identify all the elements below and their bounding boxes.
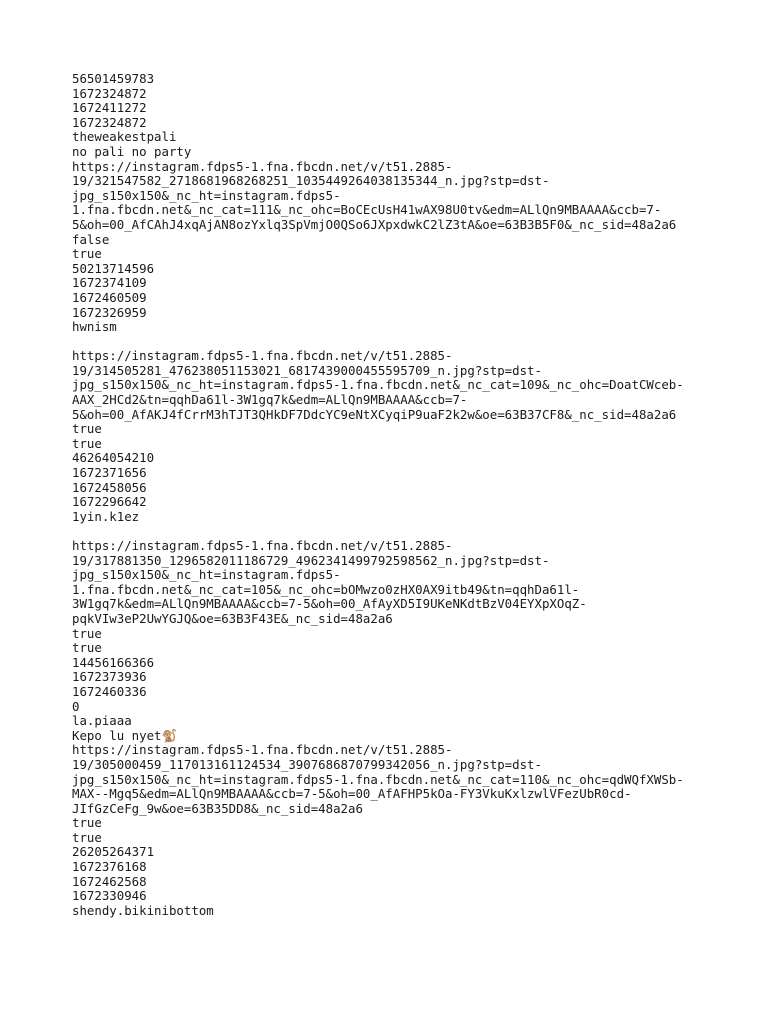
text-line: 1672376168 <box>72 859 147 875</box>
text-line: 19/314505281_476238051153021_6817439000455595709_n.jpg?stp=dst- <box>72 362 542 378</box>
text-line: 46264054210 <box>72 450 155 466</box>
text-line: jpg_s150x150&_nc_ht=instagram.fdps5-1.fna.fbcdn.net&_nc_cat=109&_nc_ohc=DoatCWceb- <box>72 377 684 393</box>
text-line: true <box>72 829 102 845</box>
blank-line <box>72 335 712 350</box>
text-line: AAX_2HCd2&tn=qqhDa61l-3W1gq7k&edm=ALlQn9MBAAAA&ccb=7- <box>72 392 468 408</box>
text-line: jpg_s150x150&_nc_ht=instagram.fdps5- <box>72 567 341 583</box>
text-line: true <box>72 435 102 451</box>
text-line: 1672458056 <box>72 479 147 495</box>
text-line: 14456166366 <box>72 654 155 670</box>
text-line: 5&oh=00_AfAKJ4fCrrM3hTJT3QHkDF7DdcYC9eNtXCyqiP9uaF2k2w&oe=63B37CF8&_nc_sid=48a2a6 <box>72 406 677 422</box>
text-line: 1672462568 <box>72 873 147 889</box>
text-line: 1672326959 <box>72 304 147 320</box>
text-line: hwnism <box>72 319 117 335</box>
text-line: 1672411272 <box>72 100 147 116</box>
text-line: https://instagram.fdps5-1.fna.fbcdn.net/v/t51.2885- <box>72 158 453 174</box>
text-line: jpg_s150x150&_nc_ht=instagram.fdps5- <box>72 187 341 203</box>
text-line: 1672324872 <box>72 114 147 130</box>
text-line: 19/317881350_1296582011186729_4962341499792598562_n.jpg?stp=dst- <box>72 552 550 568</box>
text-line: jpg_s150x150&_nc_ht=instagram.fdps5-1.fna.fbcdn.net&_nc_cat=110&_nc_ohc=qdWQfXWSb- <box>72 771 684 787</box>
text-line: true <box>72 815 102 831</box>
text-line: JIfGzCeFg_9w&oe=63B35DD8&_nc_sid=48a2a6 <box>72 800 363 816</box>
text-line: 50213714596 <box>72 260 155 276</box>
text-line: https://instagram.fdps5-1.fna.fbcdn.net/v/t51.2885- <box>72 348 453 364</box>
text-line: 56501459783 <box>72 71 155 86</box>
text-line: 0 <box>72 698 80 714</box>
text-line: 1.fna.fbcdn.net&_nc_cat=111&_nc_ohc=BoCEcUsH41wAX98U0tv&edm=ALlQn9MBAAAA&ccb=7- <box>72 202 662 218</box>
text-line: 1yin.k1ez <box>72 508 140 524</box>
text-line: true <box>72 640 102 656</box>
text-line: 19/321547582_2718681968268251_1035449264038135344_n.jpg?stp=dst- <box>72 173 550 189</box>
text-line: no pali no party <box>72 143 192 159</box>
text-line: 1672371656 <box>72 465 147 481</box>
text-line: 1.fna.fbcdn.net&_nc_cat=105&_nc_ohc=bOMwzo0zHX0AX9itb49&tn=qqhDa61l- <box>72 581 580 597</box>
text-line: 1672324872 <box>72 85 147 101</box>
text-line: 3W1gq7k&edm=ALlQn9MBAAAA&ccb=7-5&oh=00_AfAyXD5I9UKeNKdtBzV04EYXpXOqZ- <box>72 596 587 612</box>
text-line: 26205264371 <box>72 844 155 860</box>
text-line: la.piaaa <box>72 713 132 729</box>
text-line: false <box>72 231 110 247</box>
text-line: Kepo lu nyet🐒 <box>72 727 177 743</box>
text-line: 1672373936 <box>72 669 147 685</box>
text-line: 1672374109 <box>72 275 147 291</box>
text-line: true <box>72 246 102 262</box>
text-line: https://instagram.fdps5-1.fna.fbcdn.net/v/t51.2885- <box>72 742 453 758</box>
blank-line <box>72 524 712 539</box>
text-line: MAX--Mgq5&edm=ALlQn9MBAAAA&ccb=7-5&oh=00_AfAFHP5kOa-FY3VkuKxlzwlVFezUbR0cd- <box>72 786 632 802</box>
text-line: 5&oh=00_AfCAhJ4xqAjAN8ozYxlq3SpVmjO0QSo6JXpxdwkC2lZ3tA&oe=63B3B5F0&_nc_sid=48a2a6 <box>72 216 677 232</box>
text-line: true <box>72 421 102 437</box>
text-line: pqkVIw3eP2UwYGJQ&oe=63B3F43E&_nc_sid=48a2a6 <box>72 610 393 626</box>
text-line: true <box>72 625 102 641</box>
text-line: https://instagram.fdps5-1.fna.fbcdn.net/v/t51.2885- <box>72 538 453 553</box>
text-line: 1672330946 <box>72 888 147 904</box>
text-line: 19/305000459_117013161124534_3907686870799342056_n.jpg?stp=dst- <box>72 756 542 772</box>
text-line: 1672460336 <box>72 683 147 699</box>
text-line: 1672460509 <box>72 289 147 305</box>
document-text-body <box>72 72 712 918</box>
text-line: 1672296642 <box>72 494 147 510</box>
text-line: theweakestpali <box>72 129 177 145</box>
text-line: shendy.bikinibottom <box>72 902 214 918</box>
